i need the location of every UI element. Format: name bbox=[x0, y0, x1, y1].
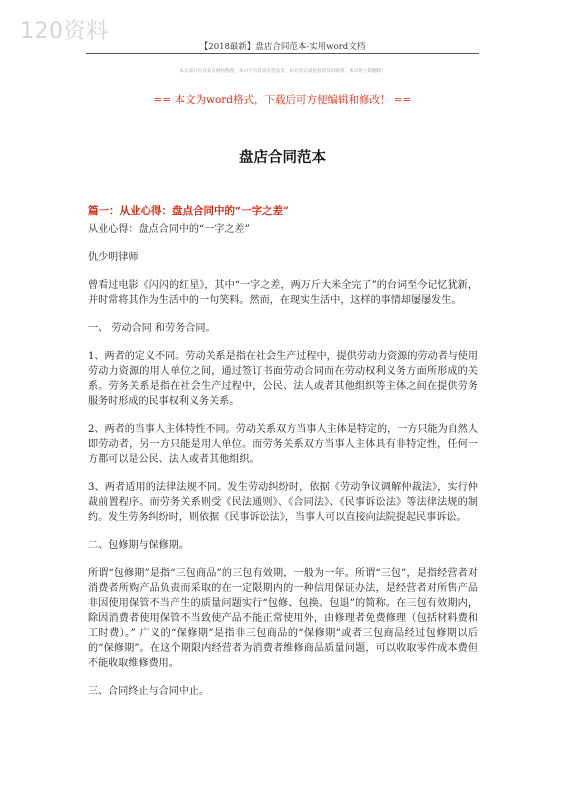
paragraph-subjects: 2、两者的当事人主体特性不同。劳动关系双方当事人主体是特定的，一方只能为自然人即劳动者，另一方只能是用人单位。而劳务关系双方当事人主体具有非特定性，任何一方都可以是公民、法人或者其他组织。 bbox=[88, 424, 478, 465]
paragraph-laws: 3、两者适用的法律法规不同。发生劳动纠纷时，依据《劳动争议调解仲裁法》，实行仲裁前置程序。而劳务关系则受《民法通则》、《合同法》、《民事诉讼法》等法律法规的制约。发生劳务纠纷时，则依据《民事诉讼法》，当事人可以直接向法院提起民事诉讼。 bbox=[88, 482, 478, 523]
paragraph-subtitle: 从业心得：盘点合同中的“一字之差” bbox=[88, 224, 250, 235]
disclaimer-text: 本文部分内容来自网络整理，本司不为其真实性负责，如有异议或侵权请及时联系，本司将立即删除！ bbox=[179, 69, 386, 74]
paragraph-heading-3: 三、合同终止与合同中止。 bbox=[88, 686, 210, 697]
document-title: 盘店合同范本 bbox=[239, 149, 326, 166]
paragraph-heading-2: 二、包修期与保修期。 bbox=[88, 540, 189, 551]
section-heading: 篇一：从业心得：盘点合同中的“一字之差” bbox=[88, 205, 290, 217]
document-body bbox=[88, 222, 478, 712]
word-format-notice: == 本文为word格式，下载后可方便编辑和修改！ == bbox=[153, 94, 412, 106]
paragraph-warranty: 所谓“包修期”是指“三包商品”的三包有效期，一般为一年。所谓“三包”，是指经营者对消费者所购产品负责而采取的在一定限期内的一种信用保证办法，是经营者对所售产品非因使用保管不当产生的质量问题实行“包修、包换、包退”的简称。在三包有效期内，除因消费者使用保管不当致使产品不能正常使用外，由修理者免费修理（包括材料费和工时费）。” 广义的“保修期”是指非三包商品的“保修期”或者三包商品经过包修期以后的“保修期”。在这个期限内经营者为消费者维修商品质量问题，可以收取零件成本费但不能收取维修费用。 bbox=[88, 568, 478, 669]
header-title: 【2018最新】盘店合同范本-实用word文档 bbox=[199, 42, 366, 52]
paragraph-author: 仇少明律师 bbox=[88, 252, 139, 263]
paragraph-intro: 曾看过电影《闪闪的红星》，其中“一字之差，两万斤大米全完了”的台词至今记忆犹新，并时常将其作为生活中的一句笑料。然而，在现实生活中，这样的事情却屡屡发生。 bbox=[88, 280, 478, 306]
paragraph-heading-1: 一、 劳动合同 和劳务合同。 bbox=[88, 323, 216, 334]
watermark-logo: 120资料 bbox=[20, 19, 109, 44]
paragraph-definition: 1、两者的定义不同。劳动关系是指在社会生产过程中，提供劳动力资源的劳动者与使用劳动力资源的用人单位之间，通过签订书面劳动合同而在劳动权利义务方面所形成的关系。劳务关系是指在社会生产过程中，公民、法人或者其他组织等主体之间在提供劳务服务时形成的民事权利义务关系。 bbox=[88, 351, 478, 407]
header-divider bbox=[86, 53, 479, 54]
